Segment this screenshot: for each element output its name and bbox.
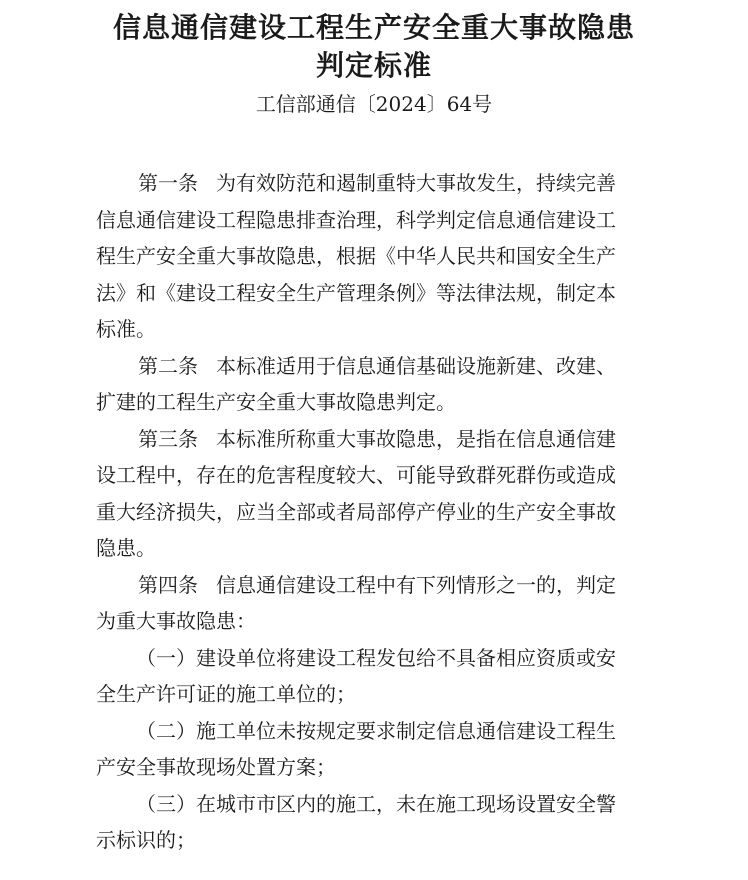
article-text: 标准。 — [96, 317, 156, 341]
article-label: 第三条 — [138, 426, 198, 451]
article-text: 信息通信建设工程中有下列情形之一的，判定 — [216, 572, 616, 597]
article-text: 程生产安全重大事故隐患，根据《中华人民共和国安全生产 — [96, 244, 616, 268]
item-marker: （三） — [136, 791, 196, 816]
article-text: 重大经济损失，应当全部或者局部停产停业的生产安全事故 — [96, 499, 616, 524]
article-text: 信息通信建设工程隐患排查治理，科学判定信息通信建设工 — [96, 207, 616, 232]
document-title-line1: 信息通信建设工程生产安全重大事故隐患 — [112, 11, 635, 44]
list-item — [96, 713, 656, 786]
article-text: 隐患。 — [96, 536, 156, 560]
document-title-line2: 判定标准 — [315, 49, 432, 82]
article-label: 第二条 — [138, 353, 198, 378]
article-1 — [96, 165, 656, 348]
list-item — [96, 640, 656, 713]
document-body — [96, 165, 656, 859]
article-text: 本标准适用于信息通信基础设施新建、改建、 — [216, 353, 616, 378]
article-text: 本标准所称重大事故隐患，是指在信息通信建 — [216, 426, 616, 451]
document-number: 工信部通信〔2024〕64号 — [255, 92, 493, 116]
article-text: 法》和《建设工程安全生产管理条例》等法律法规，制定本 — [96, 280, 616, 305]
item-text: 施工单位未按规定要求制定信息通信建设工程生 — [196, 718, 616, 743]
item-text: 示标识的； — [96, 828, 196, 852]
article-4 — [96, 567, 656, 640]
item-marker: （二） — [136, 718, 196, 743]
item-text: 在城市市区内的施工，未在施工现场设置安全警 — [196, 791, 616, 816]
article-2 — [96, 348, 656, 421]
item-text: 全生产许可证的施工单位的； — [96, 682, 356, 706]
article-text: 设工程中，存在的危害程度较大、可能导致群死群伤或造成 — [96, 463, 616, 487]
list-item — [96, 786, 656, 859]
article-3 — [96, 421, 656, 567]
article-text: 为重大事故隐患： — [96, 609, 256, 633]
article-label: 第四条 — [138, 572, 198, 597]
item-text: 建设单位将建设工程发包给不具备相应资质或安 — [196, 645, 616, 670]
article-text: 为有效防范和遏制重特大事故发生，持续完善 — [216, 171, 616, 195]
item-marker: （一） — [136, 645, 196, 670]
article-text: 扩建的工程生产安全重大事故隐患判定。 — [96, 390, 456, 414]
item-text: 产安全事故现场处置方案； — [96, 755, 336, 779]
article-label: 第一条 — [138, 171, 198, 195]
